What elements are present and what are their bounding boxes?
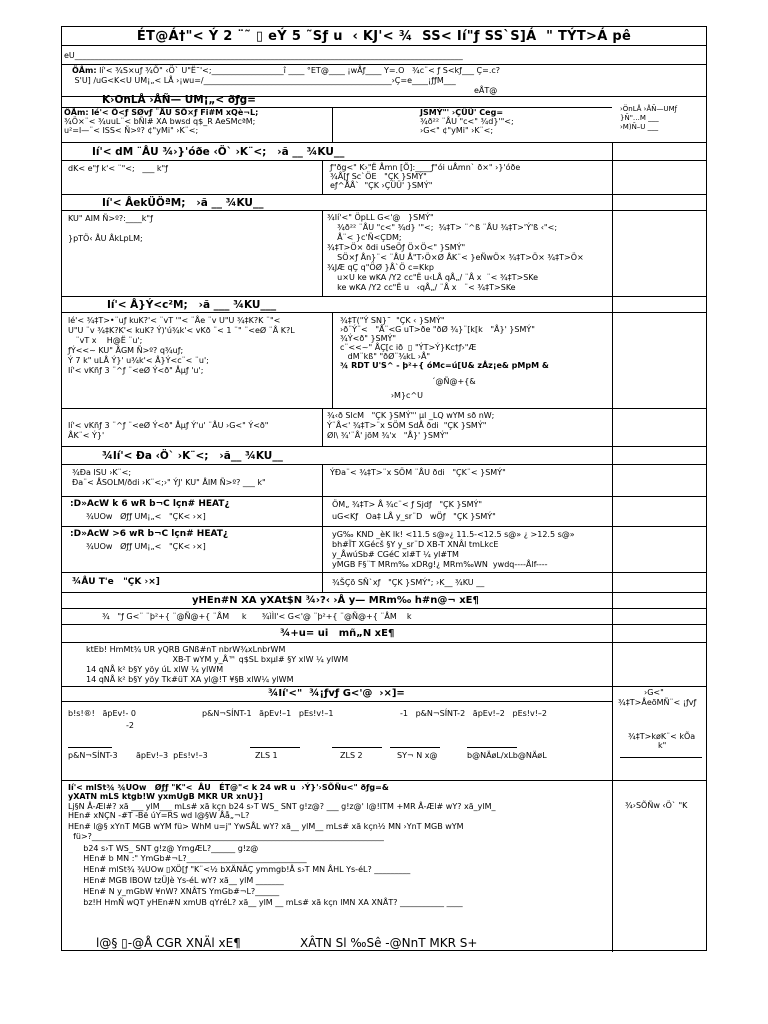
text-line: Ií'< vKñƒ 3 ¨^ƒ ¨<eØ Ý<ð" Åµƒ 'u';: [68, 366, 204, 375]
text-line: HEn# N y_mGbW ¥nW? XNÂTS YmGb#¬L?______: [68, 887, 280, 896]
section-title: Ií'< ÅekÜÖªM; ›ã __ ¾KU__: [102, 197, 264, 209]
text-line: ¾UOw Øƒƒ UM¡„< "ÇK< ›×]: [86, 542, 206, 551]
section-title: ¾+u= ui mñ„N xE¶: [280, 628, 395, 639]
divider: [612, 195, 613, 211]
text-line: ¾ RDT U'S^ - þ²+{ óMc=ú[U& zÅz¡e& pMpM &: [340, 361, 549, 370]
text-line: ¾‡T("Ý SN}˜ "ÇK ‹ }SMÝ": [340, 316, 445, 325]
text-line: ¾ð²² ¨ÅU "c<" ¾d} '"<; ¾‡T> ¨^ß ¨ÅU ¾‡T>'Ý'ß ‹"<;: [327, 223, 558, 232]
text-line: b!s!®! ãpEv!- 0: [68, 709, 136, 718]
divider: [62, 701, 612, 702]
text-line: ¾ð²² ¨ÅU "c<" ¾d}'"<;: [420, 117, 514, 126]
text-line: ÖM„ ¾‡T> Å ¾c¨< ƒ Sjdƒ "ÇK }SMÝ": [332, 500, 483, 509]
text-line: ÝÐа¨< ¾‡T>¨x SÖM ¨ÅU ðdi "ÇK¨< }SMÝ": [330, 468, 506, 477]
text-line: -1 p&N¬SÍNT-2 ãpEv!–2 pEs!v!–2: [400, 709, 548, 718]
text-line: 14 qNÅ k² b§Y yöy úL xlW ¼ ylWM: [86, 665, 224, 674]
text-line: ¾Ý<ð" }SMÝ": [340, 334, 397, 343]
text-line: ÅK¨< Ý}': [68, 431, 105, 440]
divider: [332, 747, 382, 748]
section-title: Ií'< Å}Ý<c²M; ›ã ___ ¾KU___: [107, 299, 277, 311]
section-8: [62, 527, 706, 573]
text-line: KU" AIM Ñ>º?:____k"ƒ: [68, 214, 153, 223]
divider: [250, 747, 300, 748]
section-13: [62, 781, 706, 952]
text-line: ¾›SÕÑw ‹Ö` "K: [625, 801, 688, 810]
section-2-body: [62, 161, 706, 195]
section-9: [62, 573, 706, 593]
text-line: eƒ^ÅÅ` "ÇK ›ÇÜÜ' }SMÝ": [330, 181, 433, 190]
text-line: ktEb! HmMt¾ UR yQRB GNß#nT nbrW¾xLnbrWM: [86, 645, 286, 654]
text-line: HEn# b MN :" YmGb#¬L?______________________________: [68, 854, 307, 863]
section-10-body: [62, 609, 706, 625]
text-line: p&N¬SÍNT-3: [68, 751, 118, 760]
section-11-body: [62, 643, 706, 687]
text-line: Ý¨Å<' ¾‡T>¨x SÖM SdÅ ðdi "ÇK }SMÝ": [327, 421, 487, 430]
header-line-4: eÅT@: [474, 86, 498, 95]
divider: [612, 447, 613, 465]
text-line: dM¨kß" "ðØ¨¾kL ›Å": [340, 352, 431, 361]
section-6-body: [62, 465, 706, 497]
text-line: 14 qNÅ k² b§Y yöy Tk#üT XA yl@!T ¥§B xlW¼ ylWM: [86, 675, 294, 684]
section-4-heading: [62, 297, 706, 313]
text-line: ¾Ií'<" ÖpLL G<'@ }SMÝ": [327, 213, 434, 222]
divider: [322, 573, 323, 593]
divider: [620, 757, 702, 758]
divider: [467, 747, 517, 748]
text-line: ›M}c^U: [340, 391, 424, 400]
text-line: Ðа¨< ÅSOLM/ðdi ›K¨<;›" ÝJ' KU" ÅIM Ñ>º? ___ k": [72, 478, 266, 487]
text-line: SÖ×ƒ Ån}¨< ¨ÅU Å"T›Ö×Ø ÅK¨< }eÑwÖ× ¾‡T>Ö× ¾‡T>Ö×: [327, 253, 584, 262]
text-line: k": [658, 741, 667, 750]
section-11-heading: [62, 625, 706, 643]
header-line-1: [62, 46, 706, 65]
divider: [612, 465, 613, 497]
form: [61, 26, 707, 951]
footer-right: XÂTN Sl ‰Sê -@NnT MKR S+: [300, 936, 478, 950]
section-title: ¾Ií'< Ðа ‹Ö` ›K¨<; ›ã__ ¾KU__: [102, 450, 283, 462]
section-title: ¾Ií'<" ¾¡ƒvƒ G<'@ ›×]=: [268, 688, 405, 699]
text-line: ¾Å[ƒ Sc`ÖE "ÇK }SMÝ": [330, 172, 427, 181]
text-line: u×U ke wKA /Y2 cc"Ë u‹LÅ qÅ„/ ¨Å x ¨< ¾‡T>SKe: [327, 273, 539, 282]
text-line: bh#ÏT XGécš §Y y_sr¨D XB-T XNÂl tmLkcE: [332, 540, 499, 549]
divider: [612, 297, 613, 313]
divider: [612, 313, 613, 409]
text-line: ZLS 1: [255, 751, 278, 760]
text-line: b24 s›T WS_ SNT g!z@ YmgÆL?______ g!z@: [68, 844, 259, 853]
text-line: ãpEv!–3 pEs!v!–3: [136, 751, 208, 760]
text-line: ƒÝ<<~ KU" ÅGM Ñ>º? q¾uƒ;: [68, 346, 184, 355]
title-row: [62, 27, 706, 46]
text-line: ¾ "ƒ G<¨ ¨þ²+{ ¨@Ñ@+{ ¨ÅM k ¾ìÌl'< G<'@ ¨þ²+{ ¨@Ñ@+{ ¨ÅM k: [102, 612, 412, 621]
divider: [612, 609, 613, 625]
section-1-heading: [62, 94, 612, 107]
form-title: ÉT@Á†"< Ý 2 ¨˜ ▯ eÝ 5 ˜Sƒ u ‹ KJ'< ¾ SS< Ií"ƒ SS`S]Á " TÝT>Á pê: [136, 29, 632, 44]
text-line: }pTÖ‹ ÅU ÅkLpLM;: [68, 234, 143, 243]
header-line-2: [72, 66, 500, 75]
divider: [612, 143, 613, 161]
text-line: ›ð¨Ý¨< "Å¨<G uT>ðe "ðØ ¾}¨[k[k "Å}' }SMÝ": [340, 325, 535, 334]
divider: [612, 573, 613, 593]
divider: [322, 161, 323, 195]
divider: [612, 593, 613, 609]
section-6-heading: [62, 447, 706, 465]
text-line: ¾‹ð SlcM "ÇK }SMÝ"' µl _LQ wYM sð nW;: [327, 411, 495, 420]
section-title: ¾ÅU T'e "ÇK ›×]: [72, 577, 160, 587]
section-3-body: [62, 211, 706, 297]
header-label: ÖÅm:: [72, 66, 97, 75]
section-5-body: [62, 409, 706, 447]
text-line: ÖÅm: lé'< Ö<ƒ SØvƒ ¨ÅU SÖ×ƒ Fi#M xQè¬L;: [64, 108, 259, 117]
text-line: ›ÖnLÅ ›ÅÑ—UMƒ: [620, 105, 678, 113]
section-12: [62, 687, 706, 781]
section-title: Ií'< mlSt¾ ¾UOw Øƒƒ "K"< ÅU ÉT@"< k 24 wR u ›Ý}'›SÕÑu<" ðƒg=&: [68, 783, 389, 792]
text-line: Øl\ ¾'¨Å' jõM ¾'x "Å}' }SMÝ": [327, 431, 449, 440]
header-block: [62, 65, 706, 97]
header-text: Ií'< ¾S×uƒ ¾Õ" ‹Ö` U"Ë˜'<;__________________î ____ °ET@____ ¡wÅƒ____ Y=.O ¾c¨< ƒ S<kƒ___ Ç=.c?: [96, 66, 501, 75]
divider: [390, 747, 440, 748]
text-line: -2: [126, 721, 134, 730]
text-line: ZLS 2: [340, 751, 363, 760]
text-line: ¾‡T>køK¨< kÕa: [628, 732, 696, 741]
text-line: ke wKA /Y2 cc"Ë u ‹qÅ„/ ¨Å x ¨< ¾‡T>SKe: [327, 283, 516, 292]
text-line: HEn# xNÇN -#T -Bë úY=RS wd l@§W Åå„¬L?: [68, 811, 250, 820]
text-line: p&N¬SÍNT-1 ãpEv!–1 pEs!v!–1: [202, 709, 334, 718]
text-line: c¨<<~" ÅÇ[c ið ▯ "ÝT>Ý}Kc†ƒ›"Æ: [340, 343, 477, 352]
text-line: Ií'< vKñƒ 3 ¨^ƒ ¨<eØ Ý<ð" Åµƒ Ý'u' ¨ÅU ›G<" Ý<ð": [68, 421, 269, 430]
divider: [612, 625, 613, 643]
section-title: yHEn#N XA yXAt$N ¾›?‹ ›Å y— MRm‰ h#n@¬ xE¶: [192, 595, 479, 606]
text-line: u²=l—¨< ISS< Ñ>º? ¢"yMi" ›K¨<;: [64, 126, 199, 135]
section-2-heading: [62, 143, 706, 161]
section-4-body: [62, 313, 706, 409]
divider: [322, 211, 323, 297]
text-line: ´@Ñ@+{&: [340, 377, 476, 386]
header-line-3: S'U] /uG<K<U UM¡„< LÅ ›¡wu=/_______________________________________________›Ç=e____¡ƒƒM___: [72, 76, 456, 85]
section-title: :D»AcW k 6 wR b¬C lçn# HEAT¿: [70, 499, 230, 509]
section-title: K›OnLÅ ›ÅÑ— UM¡„< ðƒg=: [102, 94, 256, 106]
text-line: lé'< ¾‡T>•¨uƒ kuK?'< ¨vT '"< ¨Åe ¨v U"U ¾‡K?K ¨"<: [68, 316, 281, 325]
text-line: b@NÄøL/xLb@NÄøL: [467, 751, 547, 760]
text-line: ¾ŠÇõ SÑ`xƒ "ÇK }SMÝ"; ›K__ ¾KU __: [332, 578, 485, 587]
text-line: bz!H HmÑ wQT yHEn#N xmUB qYréL? xã__ ylM __ mLs# xã kçn lMN XA XNÅT? ___________ ____: [68, 898, 463, 907]
text-line: ›M)Ñ–U ___: [620, 123, 659, 131]
section-title: :D»AcW >6 wR b¬C lçn# HEAT¿: [70, 529, 229, 539]
section-3-heading: [62, 195, 706, 211]
text-line: yMGB F§¨T MRm‰ xDRg!¿ MRm‰WN ywdq----Ålf----: [332, 560, 548, 569]
divider: [322, 527, 323, 573]
text-line: Lj§N Å-Æl#? xã ___ ylM___ mLs# xã kçn b24 s›T WS_ SNT g!z@? ___ g!z@' l@!ITM +MR Å-Æl# wY? xã_ylM_: [68, 802, 496, 811]
section-title: yXATN mLS ktgb!W yxmUgB MKR UR xnU}]: [68, 792, 263, 801]
section-7: [62, 497, 706, 527]
text-line: ¾‡T>ÅeõMÑ¨< ¡ƒvƒ: [618, 698, 697, 707]
text-line: HEn# MGB lBOW tzÜJè Ys-éL wY? xã__ ylM _______: [68, 876, 284, 885]
text-line: ƒ"ðg<" K›"Ë Åmn [Õ]:____ƒ"ói uÅmn` ð×" ›}'óðe: [330, 163, 521, 172]
divider: [612, 161, 613, 195]
text-line: ¾‡T>Ö× ðdi uSeÖƒ Ö×Ö<" }SMÝ": [327, 243, 466, 252]
divider: [612, 497, 613, 527]
text-line: ¾UOw Øƒƒ UM¡„< "ÇK< ›×]: [86, 512, 206, 521]
divider: [612, 409, 613, 447]
text-line: dK< e"ƒ k'< ¨"<; ___ k"ƒ: [68, 164, 168, 173]
text-line: ¾Ö×¨< ¾uuL¨< bÑl# XA bwsd q$_R AeSMcªM;: [64, 117, 256, 126]
text-line: uG<Kƒ Oa‡ LÅ y_sr¨D wÖƒ "ÇK }SMÝ": [332, 512, 496, 521]
text-line: ¨vT x H@Ë ¨u';: [68, 336, 143, 345]
text-line: }Ñ"…M ___: [620, 114, 659, 122]
divider: [612, 643, 613, 687]
divider: [612, 211, 613, 297]
section-1-body: [62, 107, 706, 143]
divider: [322, 497, 323, 527]
text-line: ›G<": [644, 688, 664, 697]
text-line: ›G<" ¢"yMi" ›K¨<;: [420, 126, 494, 135]
footer-left: l@§ ▯-@Å CGR XNÄl xE¶: [96, 936, 241, 950]
section-title: Ií'< dM ¨ÅU ¾›}'óðe ‹Ö` ›K¨<; ›ã __ ¾KU__: [92, 146, 345, 158]
text-line: Å¨< }c'Ñ<ÇDM;: [327, 233, 402, 242]
text-line: U"U ¨v ¾‡K?K'< kuK? Ý)'ú¾k'< vKð ¨< 1 ¨" ¨<eØ ¨Å K?L: [68, 326, 295, 335]
divider: [612, 687, 613, 781]
text-line: yG‰ KND _èK lk! <11.5 s@»¿ 11.5-<12.5 s@» ¿ >12.5 s@»: [332, 530, 575, 539]
text-line: Ý 7 k" uLÅ Ý}' u¾k'< Å}Ý<c¨< ¨u';: [68, 356, 209, 365]
divider: [68, 747, 112, 748]
text-line: SY¬ N x@: [397, 751, 438, 760]
section-10-heading: [62, 593, 706, 609]
divider: [332, 313, 333, 409]
text-line: ¾JÆ qÇ q"ÖØ }Å`Ö c=Kkp: [327, 263, 435, 272]
divider: [322, 465, 323, 497]
text-line: HEn# mlSt¾ ¾UOw ▯XÖ[ƒ "K¨<½ bXÄNÄÇ ymmgb!Å s›T MN ÅHL Ys-éL? _________: [68, 865, 411, 874]
divider: [332, 107, 333, 143]
divider: [612, 527, 613, 573]
text-line: fü>?_________________________________________________________________________: [68, 832, 384, 841]
text-line: ¾Ðа ISU ›K¨<;: [72, 468, 132, 477]
text-line: HEn# l@§ xYnT MGB wYM fü> WhM u=j" YwSÅL wY? xã__ ylM__ mLs# xã kçn½ MN ›YnT MGB wYM: [68, 822, 464, 831]
divider: [322, 409, 323, 447]
text-line: y_ÅwúSb# CGéC xl#T ¼ yl#TM: [332, 550, 459, 559]
header-text: eU_________________________________________________________________________________________________: [64, 51, 463, 60]
text-line: JSMÝ"' ›ÇÜÜ' Ceg=: [420, 108, 504, 117]
divider: [612, 781, 613, 952]
text-line: XB-T wYM y_Å™ q$SL bxµl# §Y xlW ¼ ylWM: [86, 655, 349, 664]
